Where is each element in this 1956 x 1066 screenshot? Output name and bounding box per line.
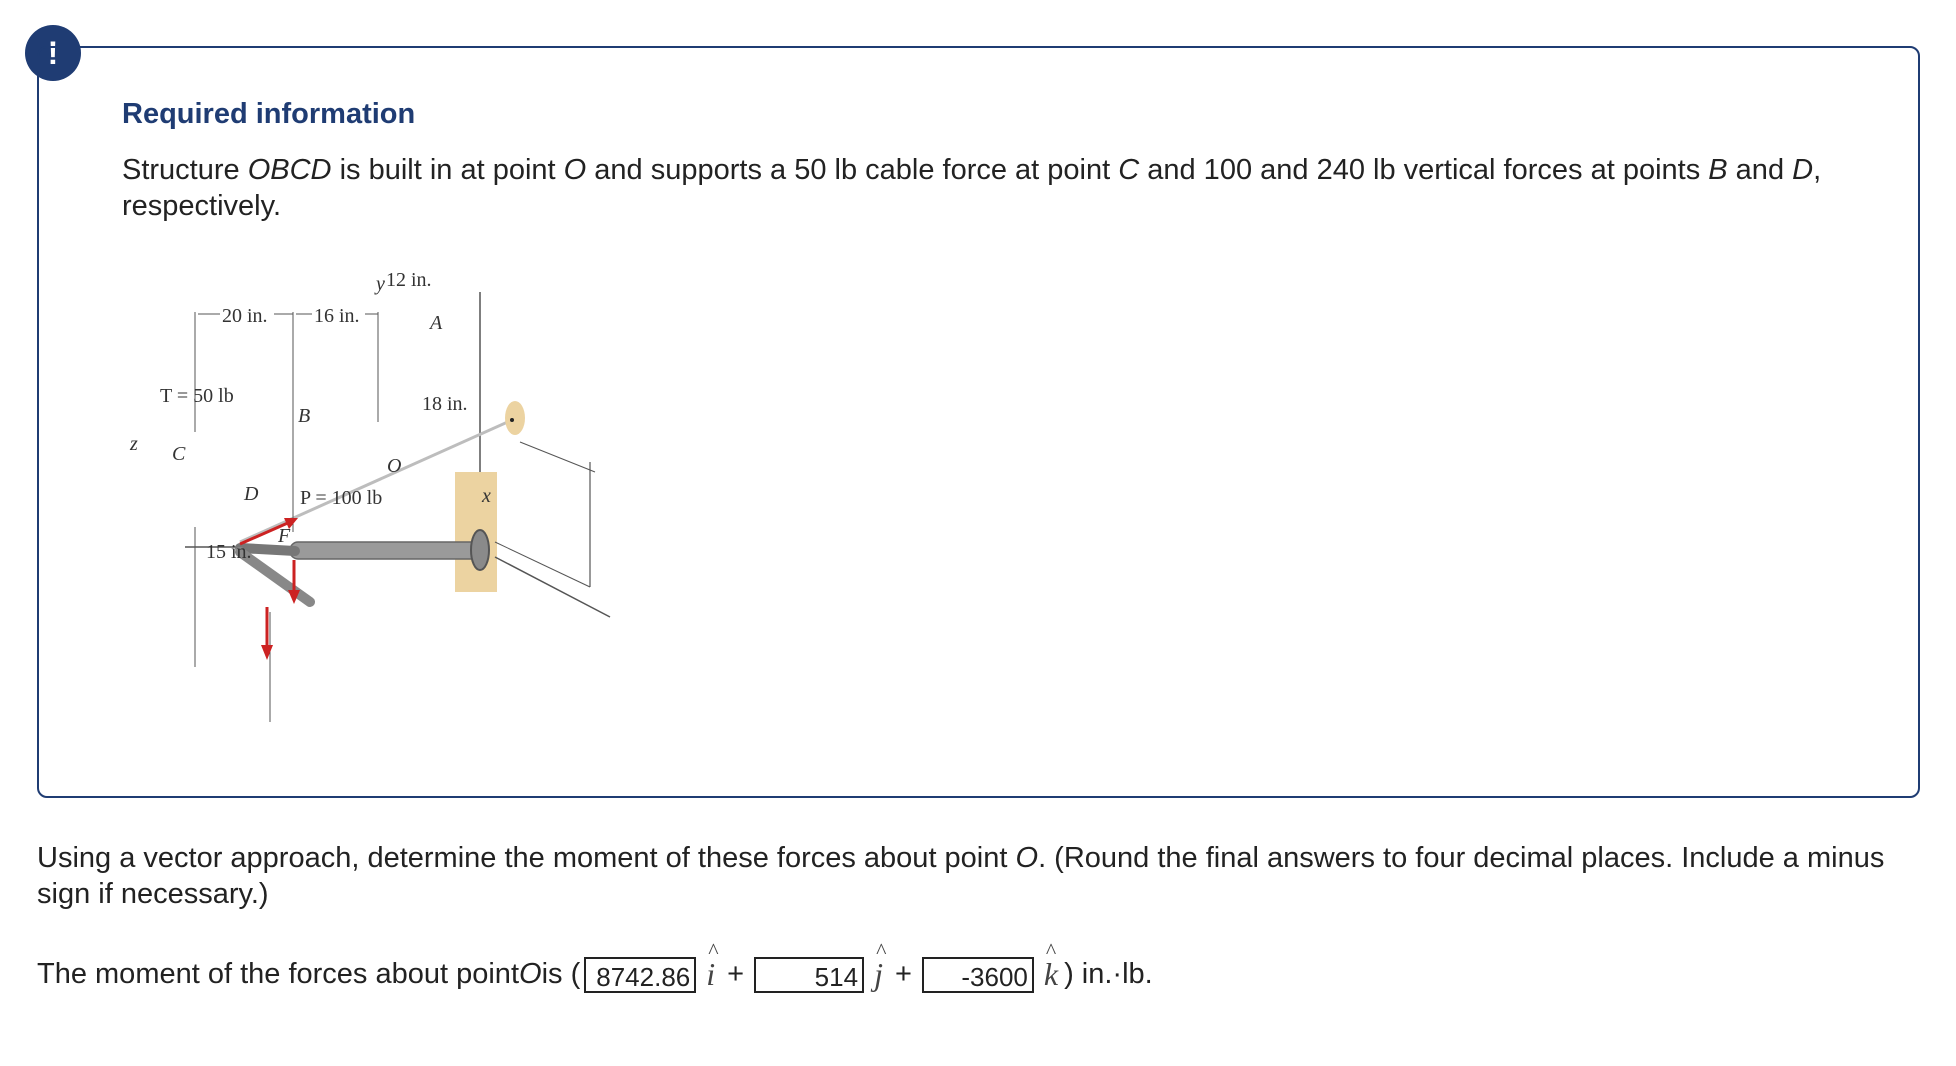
- label-dim-20: 20 in.: [222, 305, 268, 327]
- label-C: C: [172, 443, 186, 465]
- plus-sign: +: [894, 958, 912, 990]
- label-y: y: [376, 273, 385, 295]
- label-A: A: [430, 312, 443, 334]
- answer-point-o: O: [519, 958, 542, 990]
- answer-unit: ) in.·lb.: [1064, 958, 1153, 990]
- support-A: [505, 401, 525, 435]
- answer-open-paren: is (: [541, 958, 581, 990]
- label-B: B: [298, 405, 311, 427]
- label-T: T = 50 lb: [160, 385, 234, 407]
- label-dim-18: 18 in.: [422, 393, 468, 415]
- flange-O: [471, 530, 489, 570]
- label-D: D: [244, 483, 259, 505]
- structure-diagram: [130, 269, 630, 732]
- label-P: P = 100 lb: [300, 487, 383, 509]
- problem-statement: Structure OBCD is built in at point O and supports a 50 lb cable force at point C and 100 and 240 lb vertical forces at points B and D, respectively.: [122, 154, 1822, 222]
- label-x: x: [482, 485, 491, 507]
- rod-OB: [290, 542, 480, 559]
- question-prompt: Using a vector approach, determine the moment of these forces about point O. (Round the final answers to four decimal places. Include a minus sign if necessary.): [37, 842, 1885, 910]
- i-component-input[interactable]: 8742.86: [584, 957, 696, 993]
- answer-prefix: The moment of the forces about point: [37, 958, 519, 990]
- label-F: F: [278, 525, 291, 547]
- label-dim-12: 12 in.: [386, 269, 432, 291]
- required-information-title: Required information: [122, 98, 416, 130]
- x-axis: [495, 557, 610, 617]
- j-unit-vector-icon: ^ j: [874, 938, 887, 992]
- label-O: O: [387, 455, 402, 477]
- answer-row: [37, 938, 1153, 993]
- k-unit-vector-icon: ^ k: [1043, 938, 1059, 992]
- j-component-input[interactable]: 514: [754, 957, 864, 993]
- k-component-input[interactable]: -3600: [922, 957, 1034, 993]
- i-unit-vector-icon: ^ i: [706, 938, 719, 992]
- exclamation-icon: !: [25, 25, 81, 81]
- label-z: z: [130, 433, 138, 455]
- label-dim-16: 16 in.: [314, 305, 360, 327]
- label-dim-15: 15 in.: [206, 541, 252, 563]
- plus-sign: +: [727, 958, 745, 990]
